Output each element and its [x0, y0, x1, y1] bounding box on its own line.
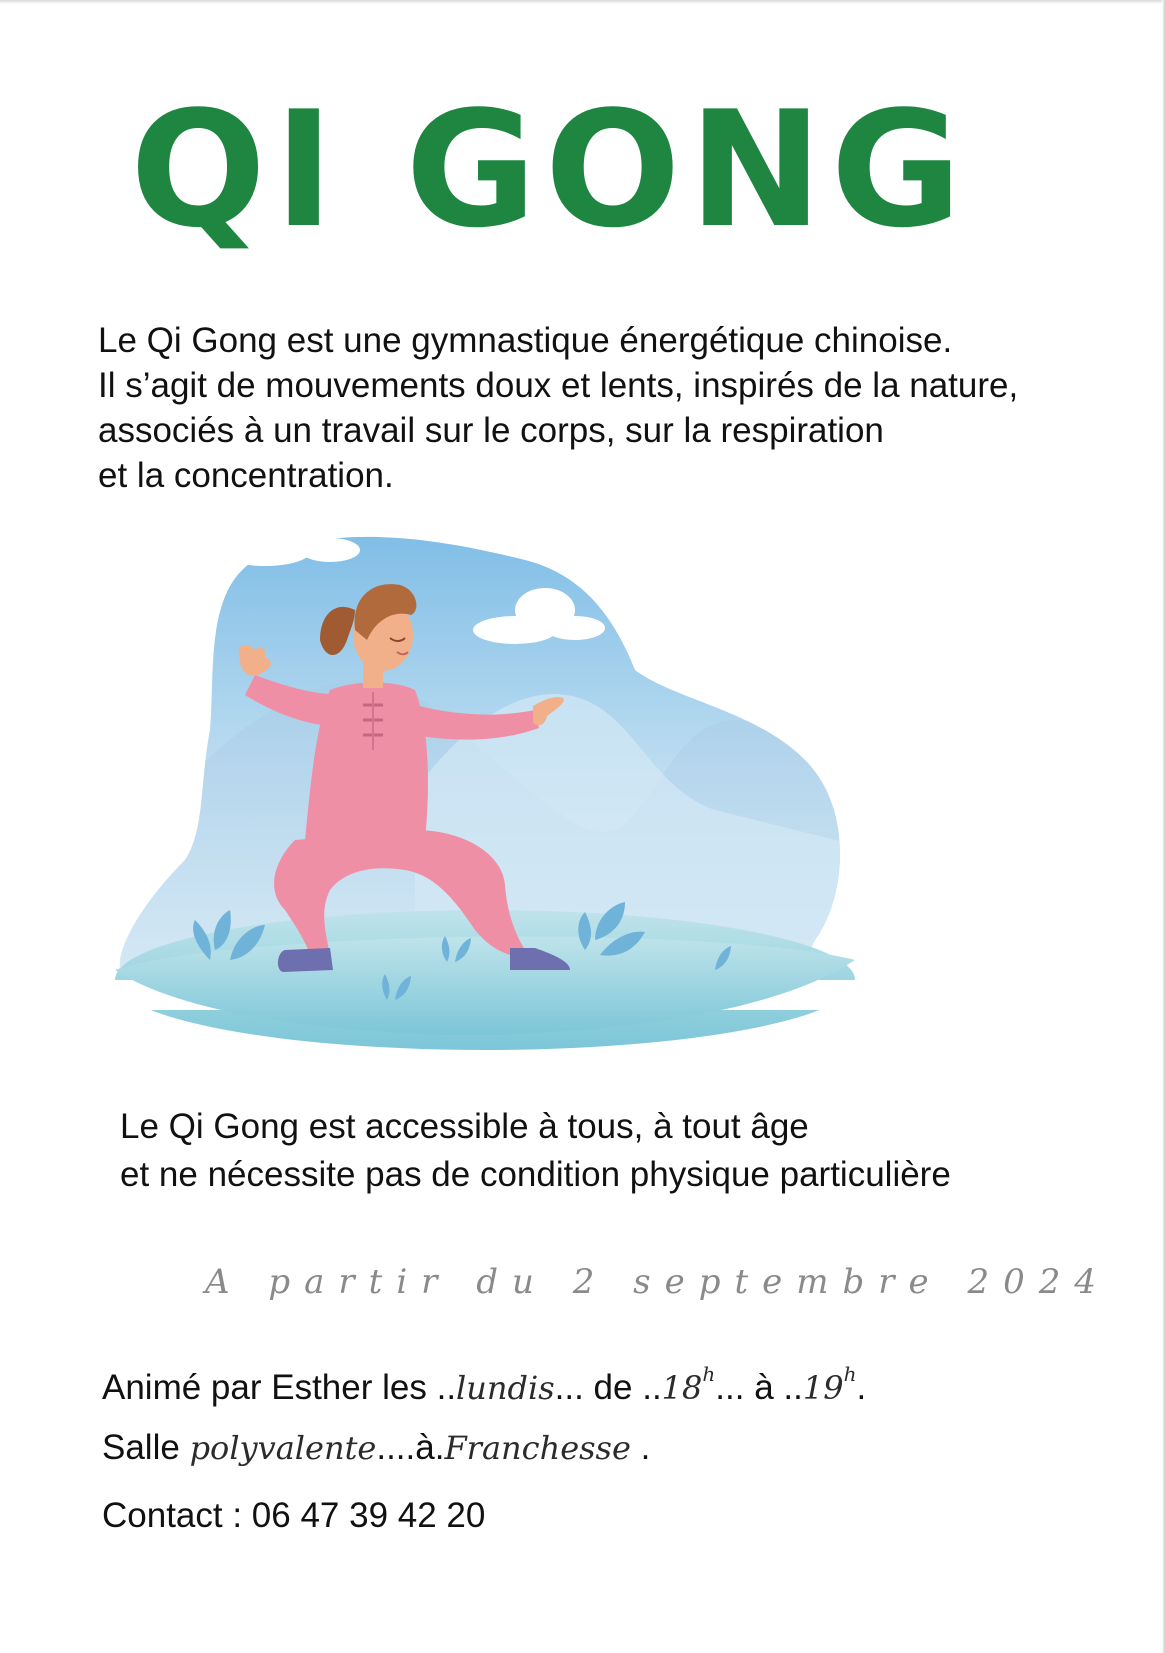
hour-mark: h — [843, 1362, 857, 1386]
flyer-title: QI GONG — [130, 76, 970, 263]
dots: .. — [783, 1368, 803, 1407]
scan-edge — [0, 0, 1165, 4]
intro-line: et la concentration. — [98, 456, 394, 495]
room-name: polyvalente — [189, 1429, 377, 1467]
dots: ... — [554, 1368, 584, 1407]
left-shoe — [278, 948, 333, 972]
schedule-to-hour: 19 — [802, 1369, 844, 1407]
cloud-icon — [220, 530, 360, 566]
schedule-prefix: Animé par Esther les — [102, 1368, 437, 1407]
contact-label: Contact : — [102, 1496, 252, 1535]
qigong-illustration — [115, 530, 875, 1090]
dots: . — [856, 1368, 867, 1407]
room-at-label: à — [415, 1428, 435, 1467]
intro-line: Il s’agit de mouvements doux et lents, inspirés de la nature, — [98, 366, 1019, 405]
intro-paragraph — [98, 318, 1158, 498]
schedule-from-hour: 18 — [661, 1369, 703, 1407]
room-line — [102, 1428, 650, 1468]
intro-line: associés à un travail sur le corps, sur la respiration — [98, 411, 884, 450]
dots: . — [630, 1428, 651, 1467]
dots: .... — [376, 1428, 416, 1467]
dots: . — [434, 1428, 445, 1467]
contact-line — [102, 1496, 485, 1536]
intro-line: Le Qi Gong est une gymnastique énergétique chinoise. — [98, 321, 953, 360]
schedule-line — [102, 1362, 866, 1408]
schedule-day: lundis — [456, 1369, 555, 1407]
room-prefix: Salle — [102, 1428, 190, 1467]
contact-phone: 06 47 39 42 20 — [251, 1496, 486, 1535]
dots: .. — [642, 1368, 662, 1407]
schedule-to-label: à — [744, 1368, 784, 1407]
room-town: Franchesse — [444, 1429, 631, 1467]
access-line: et ne nécessite pas de condition physique particulière — [120, 1155, 951, 1194]
hour-mark: h — [702, 1362, 716, 1386]
dots: .. — [436, 1368, 457, 1407]
accessibility-paragraph — [120, 1103, 1120, 1199]
schedule-from-label: de — [583, 1368, 643, 1407]
start-date-handwritten: A partir du 2 septembre 2024 — [205, 1262, 1110, 1302]
dots: ... — [715, 1368, 745, 1407]
access-line: Le Qi Gong est accessible à tous, à tout âge — [120, 1107, 809, 1146]
